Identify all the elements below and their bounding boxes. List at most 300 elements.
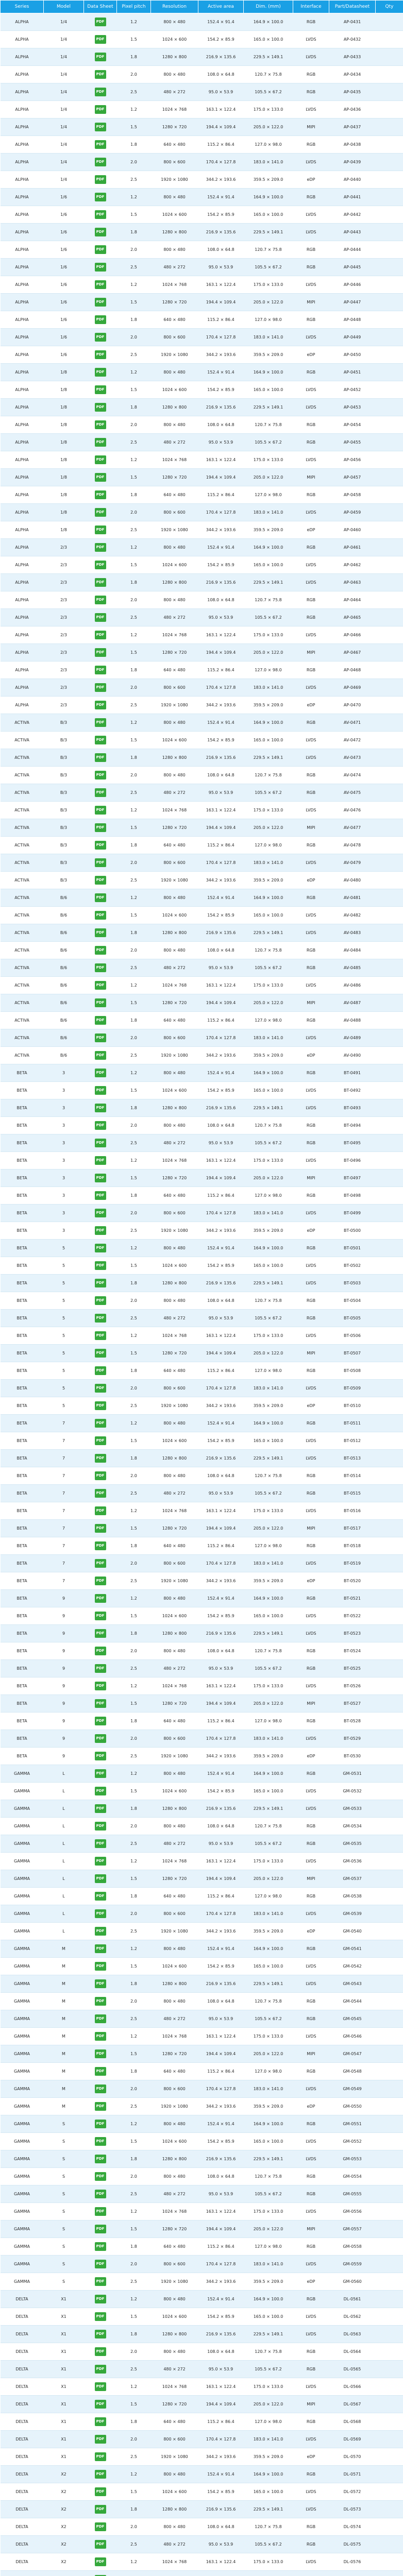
part-cell[interactable]: BT-0521 (329, 1590, 376, 1607)
pdf-download-icon[interactable]: PDF (95, 543, 106, 552)
pdf-download-icon[interactable]: PDF (95, 333, 106, 342)
header-model[interactable]: Model (44, 1, 84, 13)
part-cell[interactable]: AP-0440 (329, 171, 376, 189)
pdf-download-icon[interactable]: PDF (95, 350, 106, 359)
part-cell[interactable]: BT-0522 (329, 1607, 376, 1625)
part-cell[interactable]: GM-0541 (329, 1940, 376, 1958)
part-cell[interactable]: AV-0481 (329, 889, 376, 907)
pdf-download-icon[interactable]: PDF (95, 123, 106, 131)
pdf-download-icon[interactable]: PDF (95, 2032, 106, 2041)
pdf-download-icon[interactable]: PDF (95, 1752, 106, 1760)
header-part[interactable]: Part/Datasheet (329, 1, 376, 13)
pdf-download-icon[interactable]: PDF (95, 2067, 106, 2076)
pdf-download-icon[interactable]: PDF (95, 1717, 106, 1725)
pdf-download-icon[interactable]: PDF (95, 2400, 106, 2409)
part-cell[interactable]: AP-0466 (329, 626, 376, 644)
part-cell[interactable]: BT-0515 (329, 1485, 376, 1502)
part-cell[interactable]: BT-0497 (329, 1170, 376, 1187)
pdf-download-icon[interactable]: PDF (95, 18, 106, 26)
pdf-download-icon[interactable]: PDF (95, 753, 106, 762)
pdf-download-icon[interactable]: PDF (95, 1384, 106, 1393)
pdf-download-icon[interactable]: PDF (95, 561, 106, 569)
part-cell[interactable] (329, 2571, 376, 2576)
part-cell[interactable]: AP-0445 (329, 259, 376, 276)
pdf-download-icon[interactable]: PDF (95, 1962, 106, 1971)
part-cell[interactable]: AP-0447 (329, 294, 376, 311)
pdf-download-icon[interactable]: PDF (95, 1086, 106, 1095)
pdf-download-icon[interactable]: PDF (95, 385, 106, 394)
part-cell[interactable]: BT-0510 (329, 1397, 376, 1415)
part-cell[interactable]: BT-0529 (329, 1730, 376, 1748)
pdf-download-icon[interactable]: PDF (95, 1874, 106, 1883)
pdf-download-icon[interactable]: PDF (95, 298, 106, 307)
pdf-download-icon[interactable]: PDF (95, 1419, 106, 1428)
part-cell[interactable]: DL-0566 (329, 2378, 376, 2396)
pdf-download-icon[interactable]: PDF (95, 683, 106, 692)
header-dimensions[interactable]: Dim. (mm) (244, 1, 293, 13)
pdf-download-icon[interactable]: PDF (95, 1069, 106, 1077)
part-cell[interactable]: BT-0516 (329, 1502, 376, 1520)
part-cell[interactable]: BT-0512 (329, 1432, 376, 1450)
part-cell[interactable]: BT-0504 (329, 1292, 376, 1310)
pdf-download-icon[interactable]: PDF (95, 1016, 106, 1025)
pdf-download-icon[interactable]: PDF (95, 1314, 106, 1323)
part-cell[interactable]: GM-0545 (329, 2010, 376, 2028)
part-cell[interactable]: GM-0549 (329, 2080, 376, 2098)
part-cell[interactable]: AP-0464 (329, 591, 376, 609)
part-cell[interactable]: BT-0513 (329, 1450, 376, 1467)
part-cell[interactable]: BT-0506 (329, 1327, 376, 1345)
pdf-download-icon[interactable]: PDF (95, 2487, 106, 2496)
pdf-download-icon[interactable]: PDF (95, 876, 106, 885)
pdf-download-icon[interactable]: PDF (95, 2260, 106, 2268)
pdf-download-icon[interactable]: PDF (95, 1524, 106, 1533)
part-cell[interactable]: AP-0461 (329, 539, 376, 556)
pdf-download-icon[interactable]: PDF (95, 1366, 106, 1375)
pdf-download-icon[interactable]: PDF (95, 140, 106, 149)
part-cell[interactable]: DL-0570 (329, 2448, 376, 2466)
part-cell[interactable]: BT-0507 (329, 1345, 376, 1362)
part-cell[interactable]: GM-0553 (329, 2150, 376, 2168)
pdf-download-icon[interactable]: PDF (95, 2435, 106, 2444)
part-cell[interactable]: GM-0538 (329, 1888, 376, 1905)
pdf-download-icon[interactable]: PDF (95, 1121, 106, 1130)
pdf-download-icon[interactable]: PDF (95, 1839, 106, 1848)
pdf-download-icon[interactable]: PDF (95, 1734, 106, 1743)
part-cell[interactable]: AV-0471 (329, 714, 376, 732)
part-cell[interactable]: AP-0446 (329, 276, 376, 294)
part-cell[interactable]: GM-0552 (329, 2133, 376, 2150)
part-cell[interactable]: DL-0561 (329, 2291, 376, 2308)
pdf-download-icon[interactable]: PDF (95, 1489, 106, 1498)
pdf-download-icon[interactable]: PDF (95, 1104, 106, 1112)
pdf-download-icon[interactable]: PDF (95, 1612, 106, 1620)
pdf-download-icon[interactable]: PDF (95, 1682, 106, 1690)
part-cell[interactable]: DL-0564 (329, 2343, 376, 2361)
part-cell[interactable]: BT-0509 (329, 1380, 376, 1397)
part-cell[interactable]: GM-0547 (329, 2045, 376, 2063)
pdf-download-icon[interactable]: PDF (95, 1331, 106, 1340)
part-cell[interactable]: BT-0514 (329, 1467, 376, 1485)
part-cell[interactable]: AP-0436 (329, 101, 376, 118)
pdf-download-icon[interactable]: PDF (95, 1226, 106, 1235)
pdf-download-icon[interactable]: PDF (95, 998, 106, 1007)
pdf-download-icon[interactable]: PDF (95, 53, 106, 61)
part-cell[interactable]: GM-0556 (329, 2203, 376, 2221)
part-cell[interactable]: DL-0569 (329, 2431, 376, 2448)
pdf-download-icon[interactable]: PDF (95, 1191, 106, 1200)
pdf-download-icon[interactable]: PDF (95, 70, 106, 79)
pdf-download-icon[interactable]: PDF (95, 1822, 106, 1831)
part-cell[interactable]: AP-0467 (329, 644, 376, 662)
part-cell[interactable]: AP-0432 (329, 31, 376, 48)
pdf-download-icon[interactable]: PDF (95, 1997, 106, 2006)
pdf-download-icon[interactable]: PDF (95, 718, 106, 727)
part-cell[interactable]: BT-0530 (329, 1748, 376, 1765)
pdf-download-icon[interactable]: PDF (95, 806, 106, 815)
part-cell[interactable]: GM-0535 (329, 1835, 376, 1853)
pdf-download-icon[interactable]: PDF (95, 2242, 106, 2251)
pdf-download-icon[interactable]: PDF (95, 1174, 106, 1182)
part-cell[interactable]: AP-0452 (329, 381, 376, 399)
pdf-download-icon[interactable]: PDF (95, 228, 106, 236)
part-cell[interactable]: BT-0519 (329, 1555, 376, 1572)
part-cell[interactable]: DL-0571 (329, 2466, 376, 2483)
part-cell[interactable]: BT-0499 (329, 1205, 376, 1222)
part-cell[interactable]: AV-0476 (329, 802, 376, 819)
part-cell[interactable]: BT-0528 (329, 1713, 376, 1730)
pdf-download-icon[interactable]: PDF (95, 2014, 106, 2023)
part-cell[interactable]: AP-0437 (329, 118, 376, 136)
part-cell[interactable]: GM-0532 (329, 1783, 376, 1800)
pdf-download-icon[interactable]: PDF (95, 438, 106, 447)
pdf-download-icon[interactable]: PDF (95, 823, 106, 832)
pdf-download-icon[interactable]: PDF (95, 596, 106, 604)
pdf-download-icon[interactable]: PDF (95, 403, 106, 412)
pdf-download-icon[interactable]: PDF (95, 2452, 106, 2461)
pdf-download-icon[interactable]: PDF (95, 893, 106, 902)
part-cell[interactable]: BT-0498 (329, 1187, 376, 1205)
part-cell[interactable]: AP-0435 (329, 83, 376, 101)
pdf-download-icon[interactable]: PDF (95, 1261, 106, 1270)
part-cell[interactable]: BT-0518 (329, 1537, 376, 1555)
part-cell[interactable]: AP-0458 (329, 486, 376, 504)
pdf-download-icon[interactable]: PDF (95, 981, 106, 990)
header-pitch[interactable]: Pixel pitch (117, 1, 151, 13)
pdf-download-icon[interactable]: PDF (95, 2102, 106, 2111)
part-cell[interactable]: AP-0460 (329, 521, 376, 539)
pdf-download-icon[interactable]: PDF (95, 368, 106, 377)
pdf-download-icon[interactable]: PDF (95, 1979, 106, 1988)
part-cell[interactable]: GM-0557 (329, 2221, 376, 2238)
part-cell[interactable]: AV-0484 (329, 942, 376, 959)
pdf-download-icon[interactable]: PDF (95, 1629, 106, 1638)
part-cell[interactable]: BT-0511 (329, 1415, 376, 1432)
part-cell[interactable]: DL-0573 (329, 2501, 376, 2518)
pdf-download-icon[interactable]: PDF (95, 1804, 106, 1813)
pdf-download-icon[interactable]: PDF (95, 648, 106, 657)
part-cell[interactable]: GM-0544 (329, 1993, 376, 2010)
part-cell[interactable]: AP-0455 (329, 434, 376, 451)
part-cell[interactable]: DL-0562 (329, 2308, 376, 2326)
pdf-download-icon[interactable]: PDF (95, 2120, 106, 2128)
part-cell[interactable]: AP-0441 (329, 189, 376, 206)
pdf-download-icon[interactable]: PDF (95, 1927, 106, 1936)
pdf-download-icon[interactable]: PDF (95, 911, 106, 920)
part-cell[interactable]: BT-0525 (329, 1660, 376, 1677)
part-cell[interactable]: GM-0558 (329, 2238, 376, 2256)
pdf-download-icon[interactable]: PDF (95, 1577, 106, 1585)
part-cell[interactable]: BT-0492 (329, 1082, 376, 1099)
pdf-download-icon[interactable]: PDF (95, 1051, 106, 1060)
part-cell[interactable]: DL-0565 (329, 2361, 376, 2378)
part-cell[interactable]: DL-0563 (329, 2326, 376, 2343)
pdf-download-icon[interactable]: PDF (95, 1296, 106, 1305)
part-cell[interactable]: AV-0477 (329, 819, 376, 837)
part-cell[interactable]: AP-0453 (329, 399, 376, 416)
part-cell[interactable]: AV-0489 (329, 1029, 376, 1047)
pdf-download-icon[interactable]: PDF (95, 280, 106, 289)
part-cell[interactable]: AP-0448 (329, 311, 376, 329)
part-cell[interactable]: AP-0463 (329, 574, 376, 591)
part-cell[interactable]: AP-0434 (329, 66, 376, 83)
pdf-download-icon[interactable]: PDF (95, 2277, 106, 2286)
pdf-download-icon[interactable]: PDF (95, 508, 106, 517)
part-cell[interactable]: AV-0478 (329, 837, 376, 854)
part-cell[interactable]: GM-0542 (329, 1958, 376, 1975)
part-cell[interactable]: BT-0508 (329, 1362, 376, 1380)
part-cell[interactable]: AP-0449 (329, 329, 376, 346)
part-cell[interactable]: DL-0574 (329, 2518, 376, 2536)
pdf-download-icon[interactable]: PDF (95, 1787, 106, 1795)
pdf-download-icon[interactable]: PDF (95, 473, 106, 482)
pdf-download-icon[interactable]: PDF (95, 35, 106, 44)
part-cell[interactable]: BT-0496 (329, 1152, 376, 1170)
pdf-download-icon[interactable]: PDF (95, 1647, 106, 1655)
pdf-download-icon[interactable]: PDF (95, 771, 106, 779)
pdf-download-icon[interactable]: PDF (95, 2207, 106, 2216)
pdf-download-icon[interactable]: PDF (95, 245, 106, 254)
part-cell[interactable]: BT-0500 (329, 1222, 376, 1240)
part-cell[interactable]: GM-0559 (329, 2256, 376, 2273)
pdf-download-icon[interactable]: PDF (95, 2417, 106, 2426)
part-cell[interactable]: AP-0459 (329, 504, 376, 521)
part-cell[interactable]: AV-0487 (329, 994, 376, 1012)
pdf-download-icon[interactable]: PDF (95, 666, 106, 674)
pdf-download-icon[interactable]: PDF (95, 2505, 106, 2514)
part-cell[interactable]: AP-0439 (329, 154, 376, 171)
part-cell[interactable]: AP-0433 (329, 48, 376, 66)
part-cell[interactable]: BT-0503 (329, 1275, 376, 1292)
pdf-download-icon[interactable]: PDF (95, 928, 106, 937)
part-cell[interactable]: AV-0475 (329, 784, 376, 802)
pdf-download-icon[interactable]: PDF (95, 736, 106, 744)
pdf-download-icon[interactable]: PDF (95, 526, 106, 534)
header-resolution[interactable]: Resolution (151, 1, 198, 13)
pdf-download-icon[interactable]: PDF (95, 631, 106, 639)
part-cell[interactable]: AP-0444 (329, 241, 376, 259)
part-cell[interactable]: BT-0523 (329, 1625, 376, 1642)
part-cell[interactable]: GM-0551 (329, 2115, 376, 2133)
header-qty[interactable]: Qty (376, 1, 403, 13)
pdf-download-icon[interactable]: PDF (95, 2312, 106, 2321)
pdf-download-icon[interactable]: PDF (95, 1436, 106, 1445)
pdf-download-icon[interactable]: PDF (95, 2084, 106, 2093)
part-cell[interactable]: BT-0526 (329, 1677, 376, 1695)
pdf-download-icon[interactable]: PDF (95, 1541, 106, 1550)
pdf-download-icon[interactable]: PDF (95, 2049, 106, 2058)
part-cell[interactable]: BT-0494 (329, 1117, 376, 1134)
part-cell[interactable]: AP-0462 (329, 556, 376, 574)
part-cell[interactable]: AV-0480 (329, 872, 376, 889)
header-series[interactable]: Series (1, 1, 44, 13)
part-cell[interactable]: AV-0472 (329, 732, 376, 749)
pdf-download-icon[interactable]: PDF (95, 210, 106, 219)
part-cell[interactable]: AP-0451 (329, 364, 376, 381)
pdf-download-icon[interactable]: PDF (95, 1892, 106, 1901)
pdf-download-icon[interactable]: PDF (95, 2365, 106, 2374)
part-cell[interactable]: AP-0442 (329, 206, 376, 224)
pdf-download-icon[interactable]: PDF (95, 2137, 106, 2146)
pdf-download-icon[interactable]: PDF (95, 1857, 106, 1866)
part-cell[interactable]: BT-0517 (329, 1520, 376, 1537)
pdf-download-icon[interactable]: PDF (95, 263, 106, 272)
part-cell[interactable]: GM-0555 (329, 2185, 376, 2203)
part-cell[interactable]: GM-0548 (329, 2063, 376, 2080)
part-cell[interactable]: GM-0540 (329, 1923, 376, 1940)
part-cell[interactable]: AP-0470 (329, 697, 376, 714)
pdf-download-icon[interactable]: PDF (95, 2522, 106, 2531)
part-cell[interactable]: AP-0469 (329, 679, 376, 697)
pdf-download-icon[interactable]: PDF (95, 1209, 106, 1217)
pdf-download-icon[interactable]: PDF (95, 858, 106, 867)
part-cell[interactable]: BT-0495 (329, 1134, 376, 1152)
part-cell[interactable]: DL-0572 (329, 2483, 376, 2501)
part-cell[interactable]: BT-0502 (329, 1257, 376, 1275)
part-cell[interactable]: BT-0501 (329, 1240, 376, 1257)
header-active-area[interactable]: Active area (198, 1, 244, 13)
pdf-download-icon[interactable]: PDF (95, 2225, 106, 2233)
pdf-download-icon[interactable]: PDF (95, 1244, 106, 1252)
pdf-download-icon[interactable]: PDF (95, 158, 106, 166)
part-cell[interactable]: BT-0491 (329, 1064, 376, 1082)
header-datasheet[interactable]: Data Sheet (84, 1, 117, 13)
part-cell[interactable]: GM-0536 (329, 1853, 376, 1870)
part-cell[interactable]: BT-0493 (329, 1099, 376, 1117)
pdf-download-icon[interactable]: PDF (95, 1279, 106, 1287)
part-cell[interactable]: BT-0505 (329, 1310, 376, 1327)
pdf-download-icon[interactable]: PDF (95, 578, 106, 587)
part-cell[interactable]: GM-0546 (329, 2028, 376, 2045)
pdf-download-icon[interactable]: PDF (95, 1769, 106, 1778)
pdf-download-icon[interactable]: PDF (95, 2155, 106, 2163)
part-cell[interactable]: AP-0443 (329, 224, 376, 241)
pdf-download-icon[interactable]: PDF (95, 2470, 106, 2479)
pdf-download-icon[interactable]: PDF (95, 613, 106, 622)
part-cell[interactable]: AV-0490 (329, 1047, 376, 1064)
pdf-download-icon[interactable]: PDF (95, 1909, 106, 1918)
pdf-download-icon[interactable]: PDF (95, 2347, 106, 2356)
part-cell[interactable]: AV-0473 (329, 749, 376, 767)
part-cell[interactable]: GM-0531 (329, 1765, 376, 1783)
part-cell[interactable]: DL-0568 (329, 2413, 376, 2431)
pdf-download-icon[interactable]: PDF (95, 1559, 106, 1568)
pdf-download-icon[interactable]: PDF (95, 1349, 106, 1358)
part-cell[interactable]: AP-0456 (329, 451, 376, 469)
part-cell[interactable]: AP-0438 (329, 136, 376, 154)
pdf-download-icon[interactable]: PDF (95, 88, 106, 96)
part-cell[interactable]: BT-0524 (329, 1642, 376, 1660)
pdf-download-icon[interactable]: PDF (95, 490, 106, 499)
part-cell[interactable]: AV-0474 (329, 767, 376, 784)
pdf-download-icon[interactable]: PDF (95, 420, 106, 429)
pdf-download-icon[interactable]: PDF (95, 2540, 106, 2549)
pdf-download-icon[interactable]: PDF (95, 2330, 106, 2338)
part-cell[interactable]: DL-0567 (329, 2396, 376, 2413)
part-cell[interactable]: GM-0550 (329, 2098, 376, 2115)
pdf-download-icon[interactable]: PDF (95, 175, 106, 184)
pdf-download-icon[interactable]: PDF (95, 1944, 106, 1953)
part-cell[interactable]: AV-0485 (329, 959, 376, 977)
part-cell[interactable]: AP-0450 (329, 346, 376, 364)
part-cell[interactable]: GM-0560 (329, 2273, 376, 2291)
part-cell[interactable]: BT-0520 (329, 1572, 376, 1590)
pdf-download-icon[interactable]: PDF (95, 1033, 106, 1042)
pdf-download-icon[interactable]: PDF (95, 2382, 106, 2391)
pdf-download-icon[interactable]: PDF (95, 1699, 106, 1708)
pdf-download-icon[interactable]: PDF (95, 1664, 106, 1673)
part-cell[interactable]: DL-0575 (329, 2536, 376, 2553)
pdf-download-icon[interactable]: PDF (95, 1139, 106, 1147)
part-cell[interactable]: GM-0534 (329, 1818, 376, 1835)
pdf-download-icon[interactable]: PDF (95, 455, 106, 464)
part-cell[interactable]: AV-0488 (329, 1012, 376, 1029)
pdf-download-icon[interactable]: PDF (95, 701, 106, 709)
pdf-download-icon[interactable]: PDF (95, 1594, 106, 1603)
pdf-download-icon[interactable]: PDF (95, 788, 106, 797)
part-cell[interactable]: GM-0539 (329, 1905, 376, 1923)
pdf-download-icon[interactable]: PDF (95, 2172, 106, 2181)
part-cell[interactable]: AV-0486 (329, 977, 376, 994)
part-cell[interactable]: AP-0457 (329, 469, 376, 486)
pdf-download-icon[interactable]: PDF (95, 1471, 106, 1480)
part-cell[interactable]: GM-0543 (329, 1975, 376, 1993)
part-cell[interactable]: AP-0468 (329, 662, 376, 679)
part-cell[interactable]: AP-0465 (329, 609, 376, 626)
part-cell[interactable]: AV-0479 (329, 854, 376, 872)
part-cell[interactable]: GM-0533 (329, 1800, 376, 1818)
pdf-download-icon[interactable]: PDF (95, 963, 106, 972)
part-cell[interactable]: AV-0483 (329, 924, 376, 942)
pdf-download-icon[interactable]: PDF (95, 1156, 106, 1165)
pdf-download-icon[interactable]: PDF (95, 2557, 106, 2566)
part-cell[interactable]: BT-0527 (329, 1695, 376, 1713)
part-cell[interactable]: AP-0454 (329, 416, 376, 434)
pdf-download-icon[interactable]: PDF (95, 193, 106, 201)
part-cell[interactable]: GM-0537 (329, 1870, 376, 1888)
part-cell[interactable]: DL-0576 (329, 2553, 376, 2571)
pdf-download-icon[interactable]: PDF (95, 1454, 106, 1463)
header-interface[interactable]: Interface (293, 1, 329, 13)
pdf-download-icon[interactable]: PDF (95, 1401, 106, 1410)
part-cell[interactable]: AV-0482 (329, 907, 376, 924)
pdf-download-icon[interactable]: PDF (95, 2190, 106, 2198)
part-cell[interactable]: GM-0554 (329, 2168, 376, 2185)
pdf-download-icon[interactable]: PDF (95, 105, 106, 114)
part-cell[interactable]: AP-0431 (329, 13, 376, 31)
pdf-download-icon[interactable]: PDF (95, 1506, 106, 1515)
pdf-download-icon[interactable]: PDF (95, 841, 106, 850)
